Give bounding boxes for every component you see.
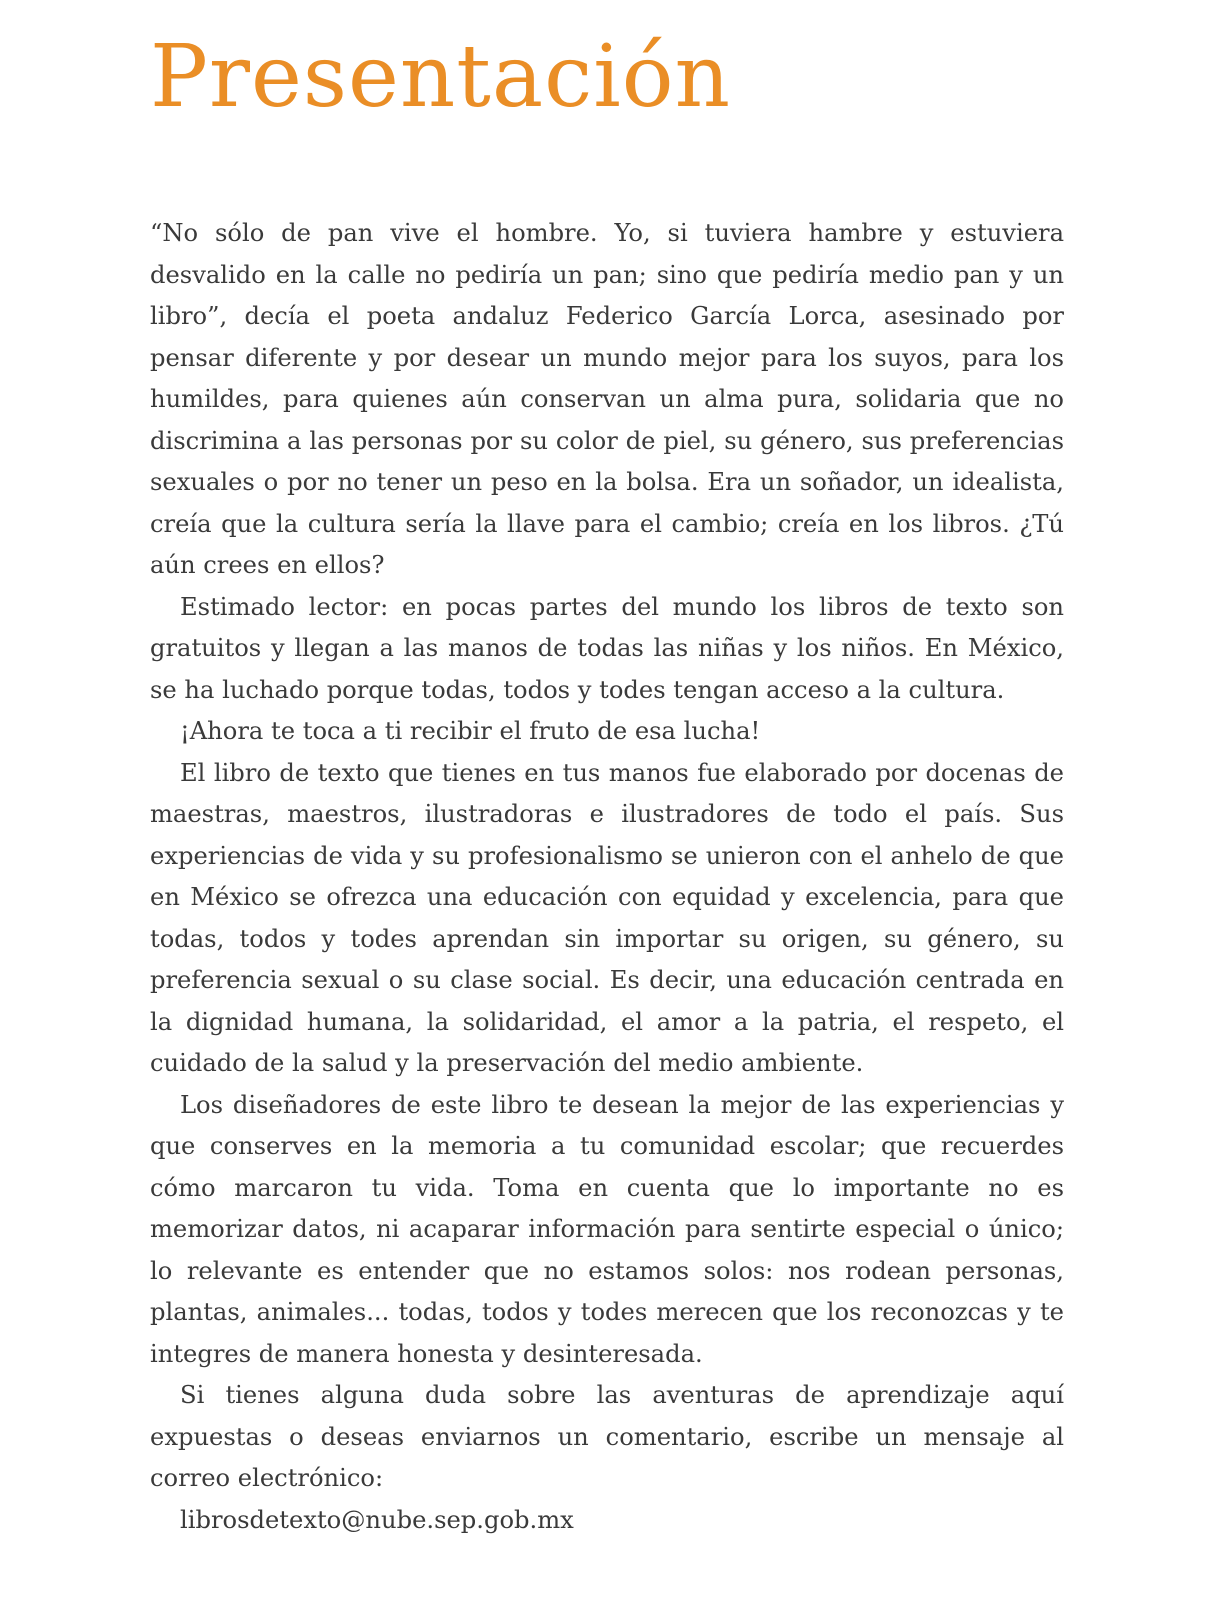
paragraph-4: El libro de texto que tienes en tus manos fue elaborado por docenas de maestras, maestros, ilustradoras e ilustradores de todo el país. Sus experiencias de vida y su profesionalismo se unieron con el anhelo de que en México se ofrezca una educación con equidad y excelencia, para que todas, todos y todes aprendan sin importar su origen, su género, su preferencia sexual o su clase social. Es decir, una educación centrada en la dignidad humana, la solidaridad, el amor a la patria, el respeto, el cuidado de la salud y la preservación del medio ambiente.	[150, 758, 1064, 1077]
paragraph-6: Si tienes alguna duda sobre las aventuras de aprendizaje aquí expuestas o deseas enviarnos un comentario, escribe un mensaje al correo electrónico:	[150, 1381, 1064, 1492]
paragraph-1: “No sólo de pan vive el hombre. Yo, si tuviera hambre y estuviera desvalido en la calle no pediría un pan; sino que pediría medio pan y un libro”, decía el poeta andaluz Federico García Lorca, asesinado por pensar diferente y por desear un mundo mejor para los suyos, para los humildes, para quienes aún conservan un alma pura, solidaria que no discrimina a las personas por su color de piel, su género, sus preferencias sexuales o por no tener un peso en la bolsa. Era un soñador, un idealista, creía que la cultura sería la llave para el cambio; creía en los libros. ¿Tú aún crees en ellos?	[150, 219, 1064, 579]
page-title: Presentación	[150, 27, 731, 127]
body-text	[150, 213, 1064, 1541]
paragraph-2: Estimado lector: en pocas partes del mundo los libros de texto son gratuitos y llegan a las manos de todas las niñas y los niños. En México, se ha luchado porque todas, todos y todes tengan acceso a la cultura.	[150, 592, 1064, 704]
paragraph-3: ¡Ahora te toca a ti recibir el fruto de esa lucha!	[180, 717, 761, 745]
contact-email: librosdetexto@nube.sep.gob.mx	[180, 1505, 574, 1534]
paragraph-5: Los diseñadores de este libro te desean la mejor de las experiencias y que conserves en la memoria a tu comunidad escolar; que recuerdes cómo marcaron tu vida. Toma en cuenta que lo importante no es memorizar datos, ni acaparar información para sentirte especial o único; lo relevante es entender que no estamos solos: nos rodean personas, plantas, animales... todas, todos y todes merecen que los reconozcas y te integres de manera honesta y desinteresada.	[150, 1090, 1064, 1368]
